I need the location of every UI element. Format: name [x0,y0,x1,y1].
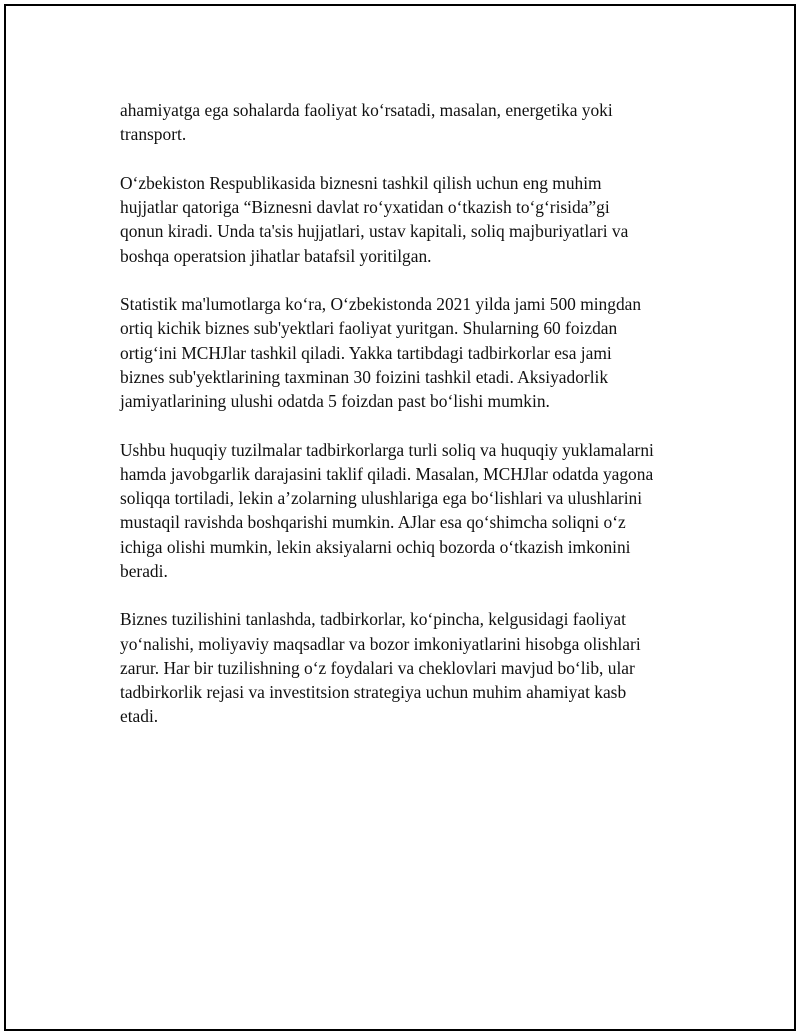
document-body [120,98,710,753]
paragraph: Ushbu huquqiy tuzilmalar tadbirkorlarga turli soliq va huquqiy yuklamalarni hamda javobgarlik darajasini taklif qiladi. Masalan, MCHJlar odatda yagona soliqqa tortiladi, lekin a’zolarning ulushlariga ega bo‘lishlari va ulushlarini mustaqil ravishda boshqarishi mumkin. AJlar esa qo‘shimcha soliqni o‘z ichiga olishi mumkin, lekin aksiyalarni ochiq bozorda o‘tkazish imkonini beradi. [120,439,654,581]
paragraph: Statistik ma'lumotlarga ko‘ra, O‘zbekistonda 2021 yilda jami 500 mingdan ortiq kichik biznes sub'yektlari faoliyat yuritgan. Shularning 60 foizdan ortig‘ini MCHJlar tashkil qiladi. Yakka tartibdagi tadbirkorlar esa jami biznes sub'yektlarining taxminan 30 foizini tashkil etadi. Aksiyadorlik jamiyatlarining ulushi odatda 5 foizdan past bo‘lishi mumkin. [120,294,642,412]
paragraph: ahamiyatga ega sohalarda faoliyat ko‘rsatadi, masalan, energetika yoki transport. [120,100,613,145]
paragraph: O‘zbekiston Respublikasida biznesni tashkil qilish uchun eng muhim hujjatlar qatoriga “Biznesni davlat ro‘yxatidan o‘tkazish to‘g‘risida”gi qonun kiradi. Unda ta'sis hujjatlari, ustav kapitali, soliq majburiyatlari va boshqa operatsion jihatlar batafsil yoritilgan. [120,172,629,266]
paragraph: Biznes tuzilishini tanlashda, tadbirkorlar, ko‘pincha, kelgusidagi faoliyat yo‘nalishi, moliyaviy maqsadlar va bozor imkoniyatlarini hisobga olishlari zarur. Har bir tuzilishning o‘z foydalari va cheklovlari mavjud bo‘lib, ular tadbirkorlik rejasi va investitsion strategiya uchun muhim ahamiyat kasb etadi. [120,609,641,727]
document-page [4,4,796,1031]
